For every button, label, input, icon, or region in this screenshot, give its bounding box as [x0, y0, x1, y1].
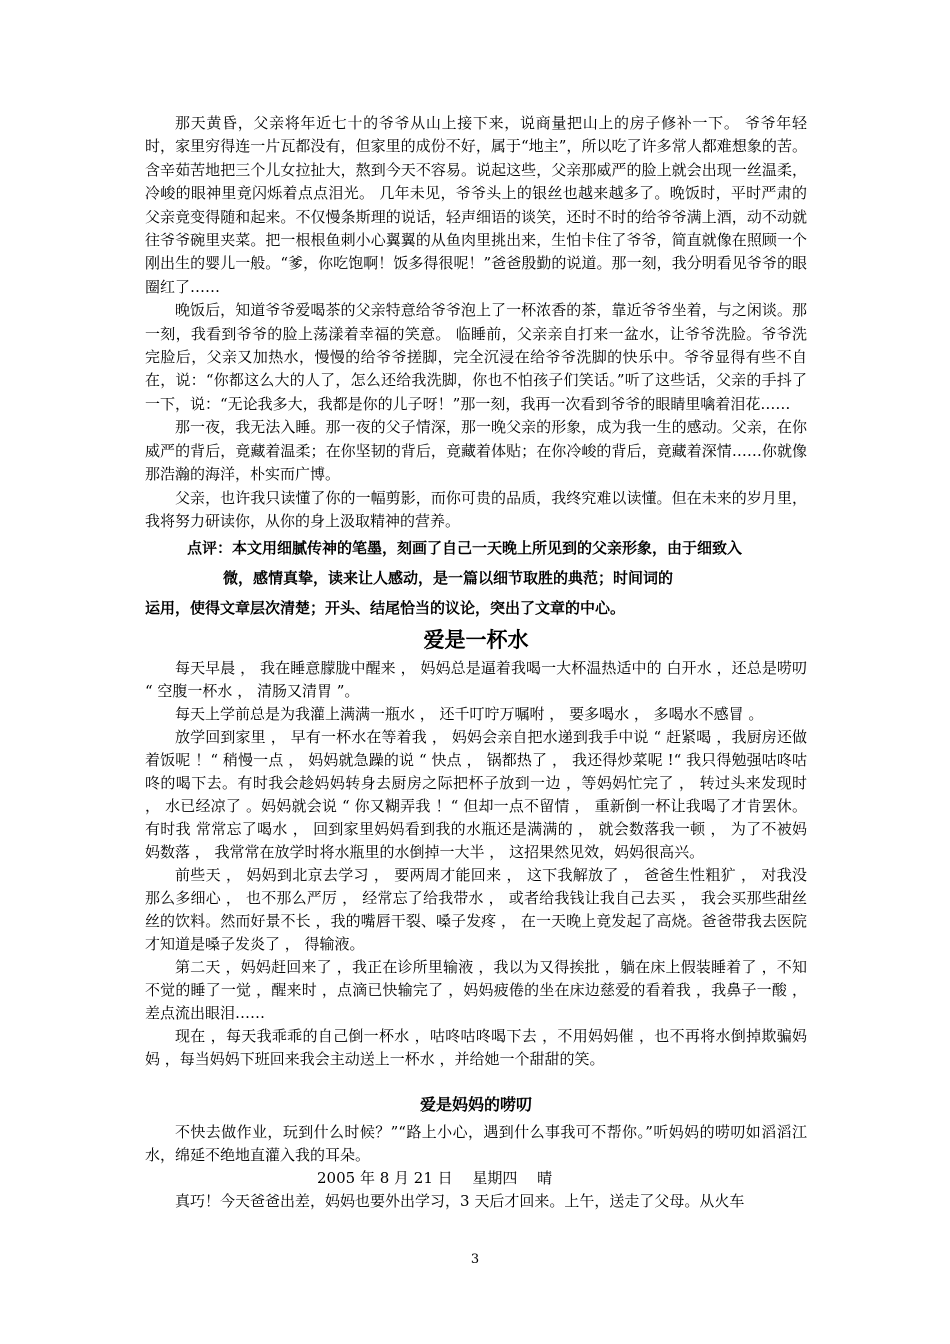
- essay-title: 爱是妈妈的唠叨: [419, 1095, 532, 1115]
- essay-paragraph: 每天早晨 ， 我在睡意朦胧中醒来 ， 妈妈总是逼着我喝一大杯温热适中的 白开水 ，还总是唠叨 “ 空腹一杯水 ， 清肠又清胃 ”。: [145, 659, 807, 701]
- essay-paragraph: 真巧！今天爸爸出差，妈妈也要外出学习，3 天后才回来。上午，送走了父母。从火车: [175, 1192, 745, 1211]
- essay-paragraph: 不快去做作业，玩到什么时候？”“路上小心，遇到什么事我可不帮你。”听妈妈的唠叨如滔滔江水，绵延不绝地直灌入我的耳朵。: [145, 1123, 807, 1165]
- essay-paragraph: 父亲，也许我只读懂了你的一幅剪影，而你可贵的品质，我终究难以读懂。但在未来的岁月里，我将努力研读你，从你的身上汲取精神的营养。: [145, 488, 807, 530]
- essay-paragraph: 晚饭后，知道爷爷爱喝茶的父亲特意给爷爷泡上了一杯浓香的茶，靠近爷爷坐着，与之闲谈。那一刻，我看到爷爷的脸上荡漾着幸福的笑意。 临睡前，父亲亲自打来一盆水，让爷爷洗脸。爷爷洗完脸后，父亲又加热水，慢慢的给爷爷搓脚，完全沉浸在给爷爷洗脚的快乐中。爷爷显得有些不自在，说：“你都这么大的人了，怎么还给我洗脚，你也不怕孩子们笑话。”听了这些话，父亲的手抖了一下，说：“无论我多大，我都是你的儿子呀！”那一刻，我再一次看到爷爷的眼睛里噙着泪花……: [145, 301, 807, 413]
- comment-line: 运用，使得文章层次清楚；开头、结尾恰当的议论，突出了文章的中心。: [145, 599, 626, 618]
- essay-paragraph: 现在 ，每天我乖乖的自己倒一杯水 ，咕咚咕咚喝下去 ，不用妈妈催 ，也不再将水倒掉欺骗妈妈 ，每当妈妈下班回来我会主动送上一杯水 ，并给她一个甜甜的笑。: [145, 1027, 807, 1069]
- essay-title: 爱是一杯水: [423, 628, 529, 653]
- comment-line: 微，感情真挚，读来让人感动，是一篇以细节取胜的典范；时间词的: [223, 569, 674, 588]
- essay-paragraph: 那天黄昏，父亲将年近七十的爷爷从山上接下来，说商量把山上的房子修补一下。 爷爷年轻时，家里穷得连一片瓦都没有，但家里的成份不好，属于“地主”，所以吃了许多常人都难想象的苦。含辛茹苦地把三个儿女拉扯大，熬到今天不容易。说起这些，父亲那威严的脸上就会出现一丝温柔，冷峻的眼神里竟闪烁着点点泪光。 几年未见，爷爷头上的银丝也越来越多了。晚饭时，平时严肃的父亲竟变得随和起来。不仅慢条斯理的说话，轻声细语的谈笑，还时不时的给爷爷满上酒，动不动就往爷爷碗里夹菜。把一根根鱼刺小心翼翼的从鱼肉里挑出来，生怕卡住了爷爷，简直就像在照顾一个刚出生的婴儿一般。“爹，你吃饱啊！饭多得很呢！”爸爸殷勤的说道。那一刻，我分明看见爷爷的眼圈红了……: [145, 114, 807, 296]
- page-number: 3: [470, 1252, 480, 1267]
- diary-date: 2005 年 8 月 21 日 星期四 晴: [317, 1169, 553, 1188]
- essay-paragraph: 每天上学前总是为我灌上满满一瓶水 ， 还千叮咛万嘱咐 ， 要多喝水 ， 多喝水不感冒 。: [175, 705, 764, 724]
- page-content: [145, 112, 807, 1213]
- essay-paragraph: 第二天 ，妈妈赶回来了 ，我正在诊所里输液 ，我以为又得挨批 ，躺在床上假装睡着了 ，不知不觉的睡了一觉 ，醒来时 ，点滴已快输完了 ，妈妈疲倦的坐在床边慈爱的看着我 ，我鼻子一酸 ，差点流出眼泪……: [145, 958, 807, 1023]
- essay-paragraph: 那一夜，我无法入睡。那一夜的父子情深，那一晚父亲的形象，成为我一生的感动。父亲，在你威严的背后，竟藏着温柔；在你坚韧的背后，竟藏着体贴；在你冷峻的背后，竟藏着深情……你就像那浩瀚的海洋，朴实而广博。: [145, 418, 807, 484]
- essay-paragraph: 放学回到家里 ， 早有一杯水在等着我 ， 妈妈会亲自把水递到我手中说 “ 赶紧喝 ，我厨房还做着饭呢 ！“ 稍慢一点 ， 妈妈就急躁的说 “ 快点 ， 锅都热了 ， 我还得炒菜呢 !“ 我只得勉强咕咚咕咚的喝下去。有时我会趁妈妈转身去厨房之际把杯子放到一边 ，等妈妈忙完了 ， 转过头来发现时 ， 水已经凉了 。妈妈就会说 “ 你又糊弄我 ！“ 但却一点不留情 ， 重新倒一杯让我喝了才肯罢休。有时我 常常忘了喝水 ， 回到家里妈妈看到我的水瓶还是满满的 ， 就会数落我一顿 ， 为了不被妈妈数落 ， 我常常在放学时将水瓶里的水倒掉一大半 ， 这招果然见效，妈妈很高兴。: [145, 728, 807, 862]
- comment-line: 点评：本文用细腻传神的笔墨，刻画了自己一天晚上所见到的父亲形象，由于细致入: [187, 539, 743, 558]
- essay-paragraph: 前些天 ， 妈妈到北京去学习 ， 要两周才能回来 ， 这下我解放了 ， 爸爸生性粗犷 ， 对我没那么多细心 ， 也不那么严厉 ， 经常忘了给我带水 ， 或者给我钱让我自己去买 ， 我会买那些甜丝丝的饮料。然而好景不长 ，我的嘴唇干裂、嗓子发疼 ， 在一天晚上竟发起了高烧。爸爸带我去医院才知道是嗓子发炎了 ， 得输液。: [145, 866, 807, 954]
